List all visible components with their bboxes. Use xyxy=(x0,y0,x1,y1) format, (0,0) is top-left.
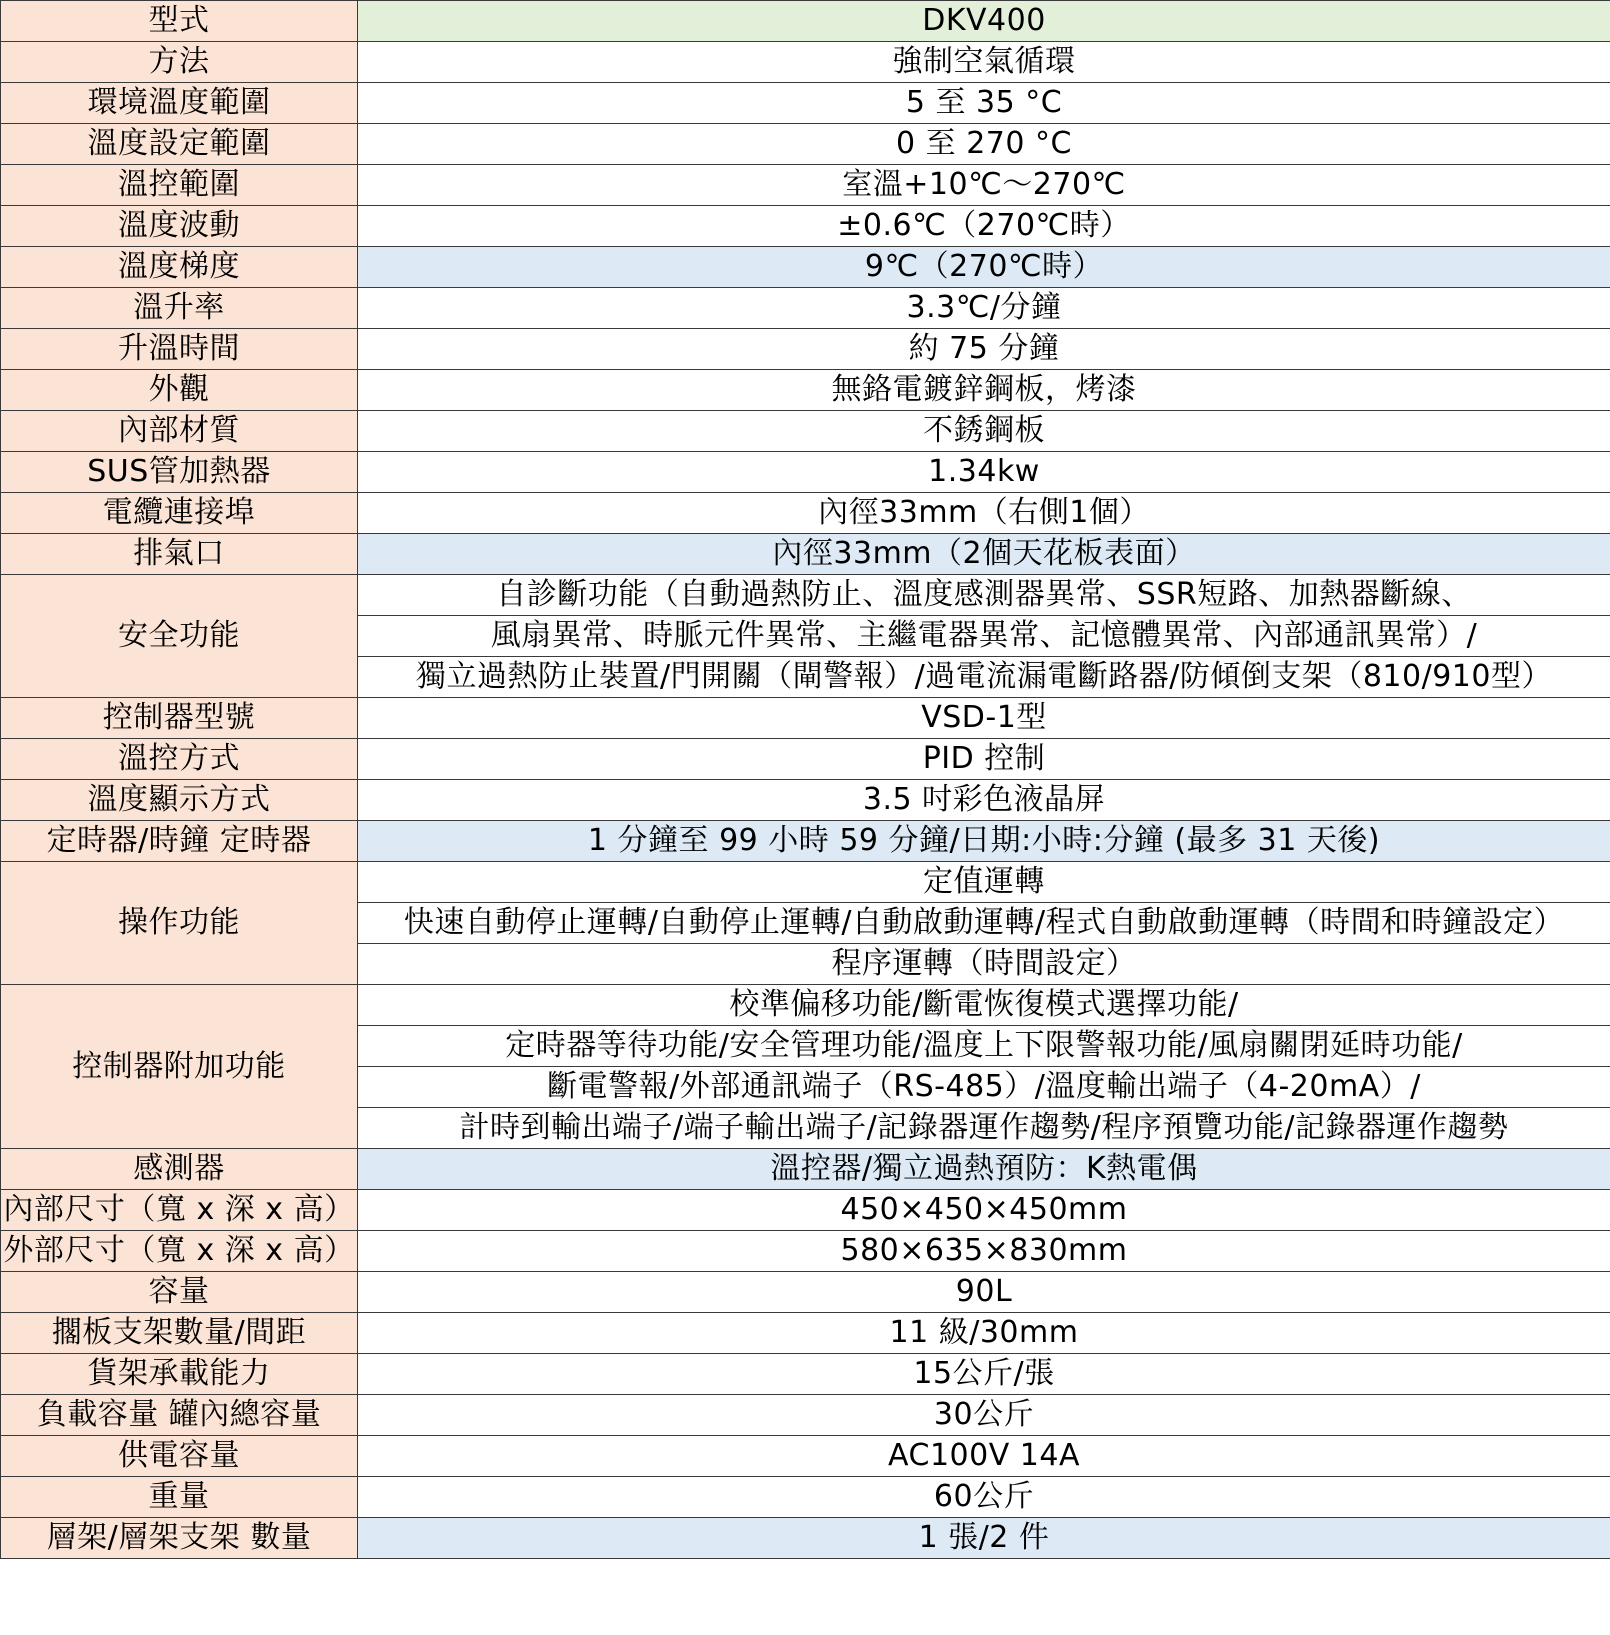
spec-row xyxy=(1,42,1610,83)
spec-value: DKV400 xyxy=(358,1,1610,42)
spec-value: 自診斷功能（自動過熱防止、溫度感測器異常、SSR短路、加熱器斷線、 xyxy=(358,575,1610,616)
spec-row xyxy=(1,1313,1610,1354)
spec-row xyxy=(1,1231,1610,1272)
spec-row xyxy=(1,1190,1610,1231)
spec-value: 不銹鋼板 xyxy=(358,411,1610,452)
spec-value: 無鉻電鍍鋅鋼板，烤漆 xyxy=(358,370,1610,411)
spec-value: 30公斤 xyxy=(358,1395,1610,1436)
spec-value: 1.34kw xyxy=(358,452,1610,493)
spec-row xyxy=(1,862,1610,903)
spec-value: 1 張/2 件 xyxy=(358,1518,1610,1559)
spec-row xyxy=(1,739,1610,780)
spec-label: 溫升率 xyxy=(1,288,358,329)
spec-row xyxy=(1,1436,1610,1477)
spec-row xyxy=(1,329,1610,370)
spec-label: 型式 xyxy=(1,1,358,42)
spec-label: 溫度顯示方式 xyxy=(1,780,358,821)
spec-row xyxy=(1,1518,1610,1559)
spec-value: 90L xyxy=(358,1272,1610,1313)
spec-label: 溫控範圍 xyxy=(1,165,358,206)
spec-value: 內徑33mm（2個天花板表面） xyxy=(358,534,1610,575)
spec-label: 內部尺寸（寬 x 深 x 高） xyxy=(1,1190,358,1231)
spec-label: 控制器附加功能 xyxy=(1,985,358,1149)
spec-value: 3.3℃/分鐘 xyxy=(358,288,1610,329)
spec-value: 9℃（270℃時） xyxy=(358,247,1610,288)
spec-row xyxy=(1,165,1610,206)
spec-row xyxy=(1,821,1610,862)
spec-label: 負載容量 罐內總容量 xyxy=(1,1395,358,1436)
spec-label: 方法 xyxy=(1,42,358,83)
spec-value: 580×635×830mm xyxy=(358,1231,1610,1272)
spec-value: 計時到輸出端子/端子輸出端子/記錄器運作趨勢/程序預覽功能/記錄器運作趨勢 xyxy=(358,1108,1610,1149)
spec-row xyxy=(1,1477,1610,1518)
spec-label: 環境溫度範圍 xyxy=(1,83,358,124)
spec-value: 風扇異常、時脈元件異常、主繼電器異常、記憶體異常、內部通訊異常）/ xyxy=(358,616,1610,657)
spec-row xyxy=(1,698,1610,739)
spec-label: 溫度設定範圍 xyxy=(1,124,358,165)
spec-row xyxy=(1,1354,1610,1395)
spec-value: PID 控制 xyxy=(358,739,1610,780)
spec-row xyxy=(1,1149,1610,1190)
spec-label: 外部尺寸（寬 x 深 x 高） xyxy=(1,1231,358,1272)
spec-row xyxy=(1,411,1610,452)
spec-value: 校準偏移功能/斷電恢復模式選擇功能/ xyxy=(358,985,1610,1026)
spec-row xyxy=(1,206,1610,247)
spec-row xyxy=(1,247,1610,288)
spec-value: 快速自動停止運轉/自動停止運轉/自動啟動運轉/程式自動啟動運轉（時間和時鐘設定） xyxy=(358,903,1610,944)
spec-label: 排氣口 xyxy=(1,534,358,575)
spec-value: 60公斤 xyxy=(358,1477,1610,1518)
spec-row xyxy=(1,534,1610,575)
spec-value: 0 至 270 °C xyxy=(358,124,1610,165)
spec-value: 15公斤/張 xyxy=(358,1354,1610,1395)
spec-value: 程序運轉（時間設定） xyxy=(358,944,1610,985)
spec-table-body xyxy=(1,1,1610,1559)
spec-label: 供電容量 xyxy=(1,1436,358,1477)
spec-value: 強制空氣循環 xyxy=(358,42,1610,83)
spec-label: 溫控方式 xyxy=(1,739,358,780)
spec-row xyxy=(1,1272,1610,1313)
spec-value: 溫控器/獨立過熱預防：K熱電偶 xyxy=(358,1149,1610,1190)
spec-row xyxy=(1,493,1610,534)
spec-row xyxy=(1,288,1610,329)
spec-value: 11 級/30mm xyxy=(358,1313,1610,1354)
spec-value: 獨立過熱防止裝置/門開關（閘警報）/過電流漏電斷路器/防傾倒支架（810/910型） xyxy=(358,657,1610,698)
spec-value: 3.5 吋彩色液晶屏 xyxy=(358,780,1610,821)
spec-row xyxy=(1,575,1610,616)
spec-label: 重量 xyxy=(1,1477,358,1518)
spec-label: 容量 xyxy=(1,1272,358,1313)
spec-label: 安全功能 xyxy=(1,575,358,698)
spec-row xyxy=(1,1,1610,42)
spec-value: 5 至 35 °C xyxy=(358,83,1610,124)
spec-label: 貨架承載能力 xyxy=(1,1354,358,1395)
spec-label: 升溫時間 xyxy=(1,329,358,370)
spec-row xyxy=(1,1395,1610,1436)
spec-value: VSD-1型 xyxy=(358,698,1610,739)
spec-label: 電纜連接埠 xyxy=(1,493,358,534)
spec-label: 外觀 xyxy=(1,370,358,411)
spec-value: 450×450×450mm xyxy=(358,1190,1610,1231)
spec-label: 內部材質 xyxy=(1,411,358,452)
spec-label: 操作功能 xyxy=(1,862,358,985)
spec-value: ±0.6℃（270℃時） xyxy=(358,206,1610,247)
spec-row xyxy=(1,452,1610,493)
spec-label: 感測器 xyxy=(1,1149,358,1190)
spec-value: 約 75 分鐘 xyxy=(358,329,1610,370)
spec-row xyxy=(1,83,1610,124)
spec-label: 定時器/時鐘 定時器 xyxy=(1,821,358,862)
spec-value: 定值運轉 xyxy=(358,862,1610,903)
spec-label: SUS管加熱器 xyxy=(1,452,358,493)
spec-value: 定時器等待功能/安全管理功能/溫度上下限警報功能/風扇關閉延時功能/ xyxy=(358,1026,1610,1067)
spec-value: AC100V 14A xyxy=(358,1436,1610,1477)
spec-label: 擱板支架數量/間距 xyxy=(1,1313,358,1354)
spec-label: 溫度波動 xyxy=(1,206,358,247)
spec-value: 內徑33mm（右側1個） xyxy=(358,493,1610,534)
spec-row xyxy=(1,370,1610,411)
spec-label: 層架/層架支架 數量 xyxy=(1,1518,358,1559)
spec-value: 1 分鐘至 99 小時 59 分鐘/日期:小時:分鐘 (最多 31 天後) xyxy=(358,821,1610,862)
spec-value: 斷電警報/外部通訊端子（RS-485）/溫度輸出端子（4-20mA）/ xyxy=(358,1067,1610,1108)
spec-label: 控制器型號 xyxy=(1,698,358,739)
spec-row xyxy=(1,985,1610,1026)
spec-label: 溫度梯度 xyxy=(1,247,358,288)
spec-row xyxy=(1,124,1610,165)
spec-row xyxy=(1,780,1610,821)
spec-value: 室溫+10℃～270℃ xyxy=(358,165,1610,206)
